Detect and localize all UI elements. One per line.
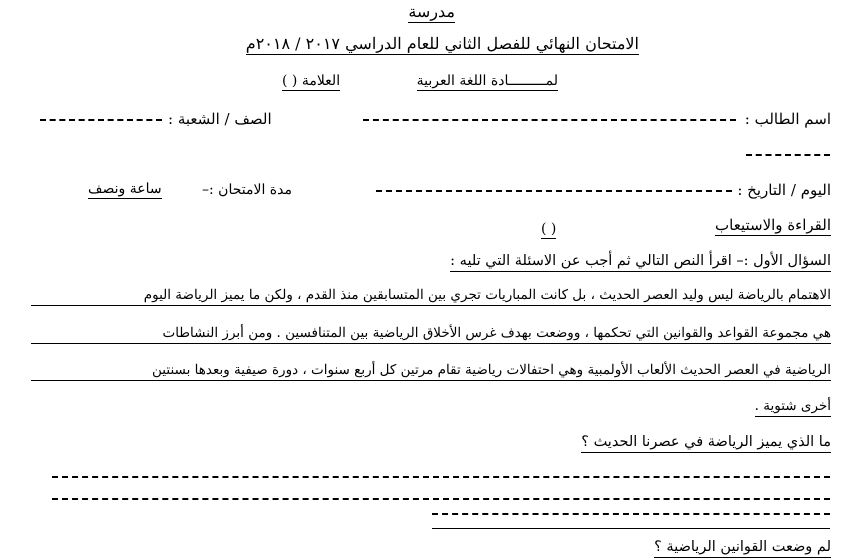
student-name-blank[interactable] <box>363 119 736 121</box>
subject-label: لمـــــــــادة اللغة العربية <box>416 73 558 89</box>
day-date-label: اليوم / التاريخ : <box>737 181 831 199</box>
class-blank[interactable] <box>40 119 162 121</box>
day-date-blank[interactable] <box>376 190 732 192</box>
question-text: لم وضعت القوانين الرياضية ؟ <box>654 540 831 558</box>
student-name-label: اسم الطالب : <box>744 110 831 128</box>
passage-line: أخرى شتوية . <box>755 400 831 417</box>
class-label: الصف / الشعبة : <box>168 110 272 128</box>
exam-title: الامتحان النهائي للفصل الثاني للعام الدراسي ٢٠١٧ / ٢٠١٨م <box>245 34 639 53</box>
school-name: مدرسة <box>408 2 455 21</box>
duration-label: مدة الامتحان :– <box>202 182 292 198</box>
duration-value: ساعة ونصف <box>88 181 162 197</box>
answer-blank[interactable] <box>52 498 830 500</box>
question1-prompt: السؤال الأول :– اقرأ النص التالي ثم أجب عن الاسئلة التي تليه : <box>450 254 831 272</box>
student-name-blank-continued[interactable] <box>746 154 830 156</box>
section-title: القراءة والاستيعاب <box>715 216 831 234</box>
answer-blank[interactable] <box>432 513 830 515</box>
answer-blank[interactable] <box>52 476 830 478</box>
passage-line: الرياضية في العصر الحديث الألعاب الأولمبية وهي احتفالات رياضية تقام مرتين كل أربع سنوات ، دورة صيفية وبعدها بسنتين <box>31 364 831 381</box>
answer-line <box>432 528 830 529</box>
passage-line: الاهتمام بالرياضة ليس وليد العصر الحديث ، بل كانت المباريات تجري بين المتسابقين منذ القدم ، ولكن ما يميز الرياضة اليوم <box>31 289 831 306</box>
grade-label: العلامة ( ) <box>282 73 341 89</box>
passage-line: هي مجموعة القواعد والقوانين التي تحكمها ، ووضعت بهدف غرس الأخلاق الرياضية بين المتنافسين . ومن أبرز النشاطات <box>31 327 831 344</box>
question-text: ما الذي يميز الرياضة في عصرنا الحديث ؟ <box>581 435 831 453</box>
section-mark: ( ) <box>541 221 557 237</box>
